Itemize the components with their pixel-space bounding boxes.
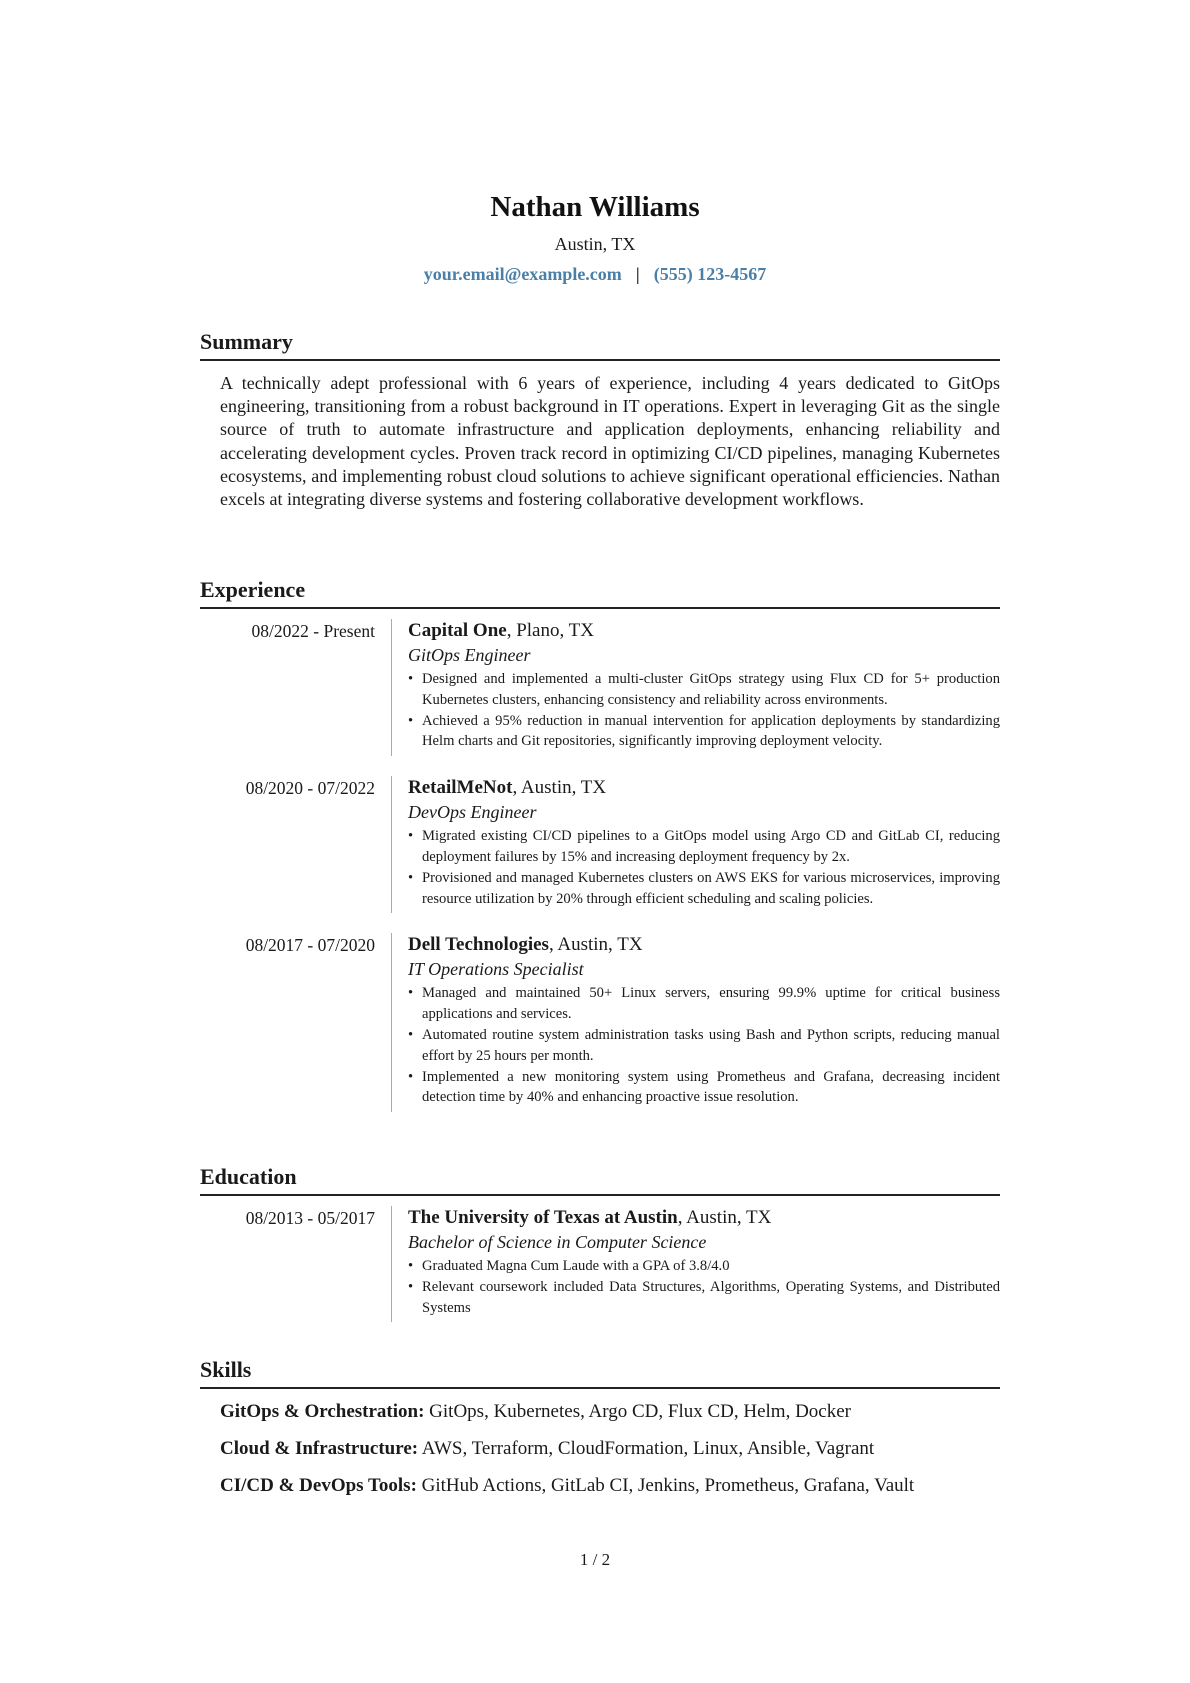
entry-bullets — [408, 983, 1000, 1108]
experience-entry — [200, 933, 1000, 1112]
entry-location: , Plano, TX — [506, 620, 594, 641]
skills-category: GitOps & Orchestration: — [220, 1401, 425, 1422]
experience-entry — [200, 619, 1000, 756]
entry-date: 08/2017 - 07/2020 — [245, 935, 375, 956]
entry-organization — [408, 933, 1000, 957]
entry-date: 08/2022 - Present — [251, 621, 375, 641]
entry-body — [391, 619, 1000, 756]
entry-body — [391, 933, 1000, 1112]
list-item: • Migrated existing CI/CD pipelines to a GitOps model using Argo CD and GitLab CI, reducing deployment failures by 15% and increasing deployment frequency by 2x. — [408, 826, 1000, 868]
section-title-summary: Summary — [200, 328, 1000, 361]
candidate-name: Nathan Williams — [490, 191, 700, 223]
entry-organization — [408, 619, 1000, 643]
entry-body — [391, 776, 1000, 913]
entry-bullets — [408, 669, 1000, 752]
skills-row — [220, 1399, 1000, 1425]
entry-role: GitOps Engineer — [408, 645, 531, 665]
entry-organization — [408, 1206, 1000, 1230]
entry-school: The University of Texas at Austin — [408, 1207, 678, 1228]
entry-bullets — [408, 1256, 1000, 1318]
section-title-experience: Experience — [200, 576, 1000, 609]
page-number: 1 / 2 — [579, 1550, 611, 1569]
entry-organization — [408, 776, 1000, 800]
candidate-location: Austin, TX — [554, 234, 636, 254]
list-item: • Achieved a 95% reduction in manual intervention for application deployments by standardizing Helm charts and Git repositories, significantly improving deployment velocity. — [408, 711, 1000, 753]
entry-role: DevOps Engineer — [408, 802, 537, 823]
skills-row — [220, 1473, 1000, 1499]
summary-text: A technically adept professional with 6 years of experience, including 4 years dedicated to GitOps engineering, transitioning from a robust background in IT operations. Expert in leveraging Git as the single source of truth to automate infrastructure and application deployments, enhancing reliability and accelerating development cycles. Proven track record in optimizing CI/CD pipelines, managing Kubernetes ecosystems, and implementing robust cloud solutions to achieve significant operational efficiencies. Nathan excels at integrating diverse systems and fostering collaborative development workflows. — [220, 373, 1000, 510]
experience-entry — [200, 776, 1000, 913]
contact-separator: | — [635, 264, 640, 284]
list-item: • Managed and maintained 50+ Linux servers, ensuring 99.9% uptime for critical business applications and services. — [408, 983, 1000, 1025]
section-title-education: Education — [200, 1163, 1000, 1196]
entry-body — [391, 1206, 1000, 1322]
resume-header — [0, 190, 1190, 286]
summary-section — [200, 328, 1000, 511]
skills-category: CI/CD & DevOps Tools: — [220, 1475, 417, 1496]
entry-degree: Bachelor of Science in Computer Science — [408, 1232, 707, 1252]
skills-row — [220, 1436, 1000, 1462]
entry-date: 08/2020 - 07/2022 — [245, 778, 375, 799]
education-entry — [200, 1206, 1000, 1322]
list-item: • Relevant coursework included Data Structures, Algorithms, Operating Systems, and Distributed Systems — [408, 1277, 1000, 1319]
skills-category: Cloud & Infrastructure: — [220, 1438, 419, 1459]
education-section — [200, 1163, 1000, 1322]
entry-location: , Austin, TX — [677, 1207, 772, 1228]
entry-company: Capital One — [408, 620, 507, 641]
skills-section — [200, 1356, 1000, 1499]
entry-company: Dell Technologies — [408, 934, 549, 956]
entry-date: 08/2013 - 05/2017 — [245, 1208, 375, 1228]
entry-company: RetailMeNot — [408, 777, 513, 799]
skills-list: GitOps, Kubernetes, Argo CD, Flux CD, Helm, Docker — [424, 1401, 852, 1422]
entry-location: , Austin, TX — [512, 777, 607, 799]
entry-bullets — [408, 826, 1000, 909]
phone-link[interactable]: (555) 123-4567 — [653, 264, 767, 284]
skills-list: AWS, Terraform, CloudFormation, Linux, Ansible, Vagrant — [418, 1438, 875, 1459]
skills-list: GitHub Actions, GitLab CI, Jenkins, Prometheus, Grafana, Vault — [416, 1475, 915, 1496]
list-item: • Designed and implemented a multi-cluster GitOps strategy using Flux CD for 5+ production Kubernetes clusters, enhancing consistency and reliability across environments. — [408, 669, 1000, 711]
entry-role: IT Operations Specialist — [408, 959, 584, 980]
list-item: • Provisioned and managed Kubernetes clusters on AWS EKS for various microservices, improving resource utilization by 20% through efficient scheduling and scaling policies. — [408, 868, 1000, 910]
experience-section — [200, 576, 1000, 1112]
entry-location: , Austin, TX — [548, 934, 643, 956]
list-item: • Implemented a new monitoring system using Prometheus and Grafana, decreasing incident detection time by 40% and enhancing proactive issue resolution. — [408, 1067, 1000, 1109]
list-item: • Graduated Magna Cum Laude with a GPA of 3.8/4.0 — [408, 1256, 1000, 1277]
section-title-skills: Skills — [200, 1356, 1000, 1389]
contact-line — [0, 262, 1190, 286]
email-link[interactable]: your.email@example.com — [423, 264, 622, 284]
list-item: • Automated routine system administration tasks using Bash and Python scripts, reducing manual effort by 25 hours per month. — [408, 1025, 1000, 1067]
